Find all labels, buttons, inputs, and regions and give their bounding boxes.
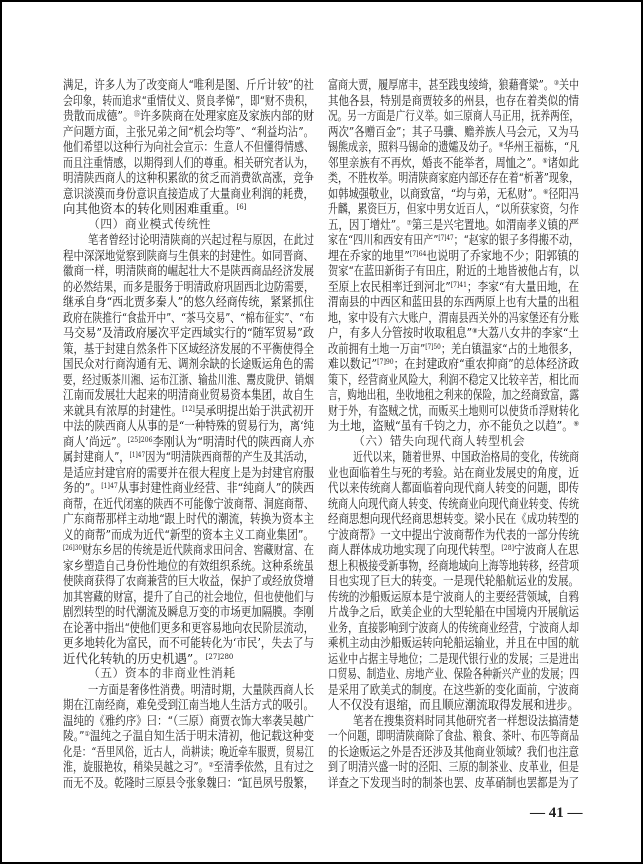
text-line — [63, 93, 314, 109]
line-text: 更多地转化为富民，而不可能转化为‘市民’，失去了与 — [63, 635, 314, 650]
text-line — [328, 573, 579, 589]
line-text: 目也实现了巨大的转变。一是现代轮船航运业的发展。 — [328, 573, 580, 588]
line-text: 义的商帮”而成为近代“新型的资本主义工商业集团”。 — [63, 526, 314, 542]
text-line — [328, 108, 579, 124]
line-text: 向其他资本的转化则困难重重。[6] — [63, 201, 247, 216]
line-text: 策下，经营商业风险大，利润不稳定又比较辛苦，相比而 — [328, 371, 580, 387]
footnote-marker: [1]47 — [129, 451, 146, 459]
line-text: 财于外，有盗贼之忧，而贩买土地则可以使货币浮财转化 — [328, 402, 580, 418]
line-text: 要，经过贩茶川湘、运布江浙、输盐川淮、鬻皮陇伊、销烟 — [63, 371, 314, 387]
text-line — [328, 651, 579, 667]
line-text: 一方面是奢侈性消费。明清时期，大量陕西商人长 — [88, 681, 315, 697]
text-line — [63, 511, 314, 527]
line-text: 化是：“吾里风俗，近古人，尚耕读；晚近牵车服贾，贸易江 — [63, 743, 315, 759]
footnote-marker: [25]206 — [127, 435, 153, 444]
footnote-marker: [12] — [182, 404, 195, 413]
footnote-marker: [27]280 — [205, 652, 234, 661]
text-line — [63, 77, 314, 93]
footnote-marker: ⑤ — [542, 156, 548, 165]
footnote-marker: [28] — [501, 544, 514, 552]
text-line — [328, 620, 579, 636]
text-line — [328, 744, 579, 760]
text-line — [63, 139, 314, 155]
text-line — [63, 496, 314, 512]
text-line — [328, 93, 579, 109]
line-text: 业也面临着生与死的考验。站在商业发展史的角度，近 — [328, 464, 580, 480]
text-line — [63, 263, 314, 279]
line-text: 马交易”及清政府屡次平定西域实行的“随军贸易”政 — [63, 325, 314, 340]
line-text: 商人群体成功地实现了向现代转型。[28]宁波商人在思 — [328, 542, 580, 557]
line-text: （五）资本的非商业性消耗 — [88, 666, 236, 680]
text-line — [328, 449, 579, 465]
text-line — [328, 341, 579, 357]
footnote-marker: ⑧ — [472, 327, 478, 335]
line-text: 明清陕西商人的这种积累欲的贫乏而消费欲高涨，竞争 — [63, 170, 315, 185]
line-text: 口贸易、制造业、房地产业、保险各种新兴产业的发展；四 — [328, 666, 579, 681]
line-text: 商人’尚远”。$^{[25]206}$李刚认为“明清时代的陕西商人亦 — [63, 433, 314, 449]
section-heading — [63, 217, 314, 233]
text-line — [328, 465, 579, 481]
line-text: 言，购地出租，坐收地租之利来的保险，加之经商致富，露 — [328, 387, 579, 402]
text-line — [328, 186, 579, 202]
line-text: 五，因丁增灶”。⑦第三是兴宅置地。如渭南孝义镇的严 — [328, 216, 580, 232]
text-line — [328, 232, 579, 248]
line-text: 贺家“在蓝田新街子有田庄，附近的土地皆被他占有，以 — [328, 263, 579, 278]
line-text: 务的”。$^{[1]47}$从事封建性商业经营、非“纯商人”的陕西 — [63, 480, 315, 495]
line-text: 片战争之后，欧美企业的大型轮船在中国境内开展航运 — [328, 604, 580, 619]
text-line — [328, 263, 579, 279]
line-text: （四）商业模式传统性 — [88, 216, 211, 231]
page-number: — 41 — — [530, 805, 583, 821]
text-line — [63, 341, 314, 357]
text-line — [328, 279, 579, 295]
text-line — [63, 434, 314, 450]
line-text: 是采用了欧美式的制度。在这些新的变化面前，宁波商 — [328, 681, 580, 697]
footnote-marker: [7]64 — [409, 249, 427, 258]
line-text: 会印象，转而追求“重情仗义、贤良孝悌”，即“财不贵积， — [63, 92, 314, 108]
text-line — [63, 775, 314, 791]
footnote-marker: [26]30 — [63, 544, 82, 552]
footnote-marker: [7]90 — [377, 358, 394, 366]
footnote-marker: ⑮ — [133, 110, 140, 118]
text-line — [328, 248, 579, 264]
line-text: 乘机主动由沙船贩运转向轮船运输业，并且在中国的航 — [328, 635, 580, 650]
line-text: 至原上农民相率迁到河北”$^{[7]41}$；李家“有大量田地，在 — [328, 278, 579, 294]
line-text: 他们希望以这种行为向社会宣示：生意人不但懂得情感、 — [63, 139, 315, 154]
text-line — [328, 558, 579, 574]
text-line — [328, 124, 579, 140]
line-text: 家乡塑造自己身份性地位的有效组织系统。这种系统虽 — [63, 557, 315, 573]
text-line — [328, 666, 579, 682]
left-column — [63, 77, 314, 790]
text-line — [328, 139, 579, 155]
line-text: 加其窖藏的财富，提升了自己的社会地位，但也使他们与 — [63, 588, 315, 604]
line-text: 埋在乔家的地里”$^{[7]64}$也说明了乔家地不少；阳郭镇的 — [328, 247, 579, 263]
text-line — [63, 604, 314, 620]
line-text: 代以来传统商人都面临着向现代商人转变的问题，即传 — [328, 480, 580, 495]
line-text: 满足，许多人为了改变商人“唯利是图、斤斤计较”的社 — [63, 77, 315, 92]
text-line — [63, 387, 314, 403]
line-text: 是适应封建官府的需要并在很大程度上是为封建官府服 — [63, 464, 315, 480]
line-text: 使陕商获得了农商兼营的巨大收益，保护了或经放贷增 — [63, 573, 315, 588]
line-text: 运业中占据主导地位；二是现代银行业的发展；三是进出 — [328, 650, 580, 666]
line-text: 笔者在搜集资料时同其他研究者一样想设法搞清楚 — [353, 712, 580, 728]
line-text: 而且注重情感，以期得到人们的尊重。相关研究者认为， — [63, 154, 315, 170]
footnote-marker: [6] — [236, 203, 247, 211]
footnote-marker: ④ — [498, 141, 504, 149]
line-text: 两次”各赠百金”；其子马骥、赡养族人马会元，又为马 — [328, 123, 580, 139]
text-line — [63, 480, 314, 496]
text-line — [328, 403, 579, 419]
text-line — [63, 620, 314, 636]
line-text: 改前拥有土地一万亩”$^{[7]50}$；羌白镇温家“占的土地很多， — [328, 340, 580, 356]
text-line — [328, 635, 579, 651]
line-text: 详查之下发现当时的制茶也罢、皮革硝制也罢都是为了 — [328, 774, 580, 790]
text-line — [63, 418, 314, 434]
text-line — [63, 248, 314, 264]
text-line — [328, 170, 579, 186]
line-text: $^{[26]30}$财东乡居的传统是近代陕商求田问舍、窖藏财富、在 — [63, 542, 314, 557]
text-line — [63, 573, 314, 589]
line-text: 业务，直接影响到宁波商人的传统商业经营，宁波商人却 — [328, 619, 580, 635]
line-text: 淮，旋服艳妆，稍染吴越之习”。②至清季依然，且有过之 — [63, 759, 315, 774]
line-text: 期在江南经商，难免受到江南当地人生活方式的吸引。 — [63, 697, 315, 712]
footnote-marker: ⑨ — [573, 420, 579, 428]
line-text: 陵。”①温纯之子温自知生活于明末清初，他记载这种变 — [63, 728, 314, 743]
section-heading — [328, 434, 579, 450]
line-text: 国民众对行商沟通有无、调剂余缺的长途贩运角色的需 — [63, 356, 315, 371]
line-text: 如韩城强敬业，以商致富，“均与弟，无私财”。⑥径阳冯 — [328, 185, 579, 201]
line-text: 继承自身“西北贾多秦人”的悠久经商传统，紧紧抓住 — [63, 294, 315, 309]
text-line — [328, 372, 579, 388]
line-text: 传统的沙船贩运原本是宁波商人的主要经营领域，自鸦 — [328, 588, 580, 604]
text-line — [328, 542, 579, 558]
text-line — [328, 728, 579, 744]
line-text: 升麟，累资巨万，但家中男女近百人，“以所获家资，匀作 — [328, 201, 579, 216]
line-text: 人不仅没有退缩，而且顺应潮流取得发展和进步。 — [328, 697, 580, 712]
line-text: 家在“四川和西安有田产”$^{[7]47}$；“赵家的银子多得搬不动， — [328, 232, 579, 247]
line-text: 中法的陕西商人从事的是“一种特殊的贸易行为，离‘纯 — [63, 418, 315, 433]
text-line — [63, 465, 314, 481]
line-text: 类，不胜枚举。明清陕商家庭内部还存在着“析著”现象， — [328, 170, 580, 185]
text-line — [63, 201, 314, 217]
line-text: （六）错失向现代商人转型机会 — [353, 433, 526, 448]
text-line — [328, 511, 579, 527]
line-text: 到了明清兴盛一时的泾阳、三原的制茶业、皮革业，但是 — [328, 759, 580, 774]
text-line — [63, 744, 314, 760]
line-text: 剧烈转型的时代潮流及瞬息万变的市场更加隔膜。李刚 — [63, 604, 315, 619]
footnote-marker: ⑥ — [543, 187, 549, 196]
text-line — [63, 651, 314, 667]
line-text: 在论著中指出“使他们更多和更容易地向农民阶层流动， — [63, 619, 314, 635]
line-text: 其他各县，特别是商贾较多的州县，也存在着类似的情 — [328, 92, 580, 108]
line-text: 徽商一样，明清陕商的崛起壮大不是陕西商品经济发展 — [63, 263, 315, 278]
line-text: 广东商帮那样主动地“跟上时代的潮流，转换为资本主 — [63, 511, 315, 526]
line-text: 宁波商帮》一文中提出宁波商帮作为代表的一部分传统 — [328, 526, 580, 542]
text-line — [328, 418, 579, 434]
line-text: 策，基于封建自然条件下区域经济发展的不平衡使得全 — [63, 340, 315, 356]
line-text: 温纯的《雅约序》曰：“（三原）商贾衣饰大率袭吴越广 — [63, 712, 315, 728]
text-line — [328, 589, 579, 605]
text-line — [63, 356, 314, 372]
line-text: 经商思想向现代经商思想转变。梁小民在《成功转型的 — [328, 511, 580, 526]
text-line — [328, 356, 579, 372]
text-line — [328, 604, 579, 620]
line-text: 富商大贾，履厚席丰，甚至践曳绫绮，狼藉膏粱”。③关中 — [328, 77, 580, 92]
text-line — [63, 170, 314, 186]
text-line — [328, 682, 579, 698]
line-text: 笔者曾经讨论明清陕商的兴起过程与原因，在此过 — [88, 232, 315, 247]
footnote-marker: [7]50 — [425, 342, 441, 351]
text-line — [63, 759, 314, 775]
line-text: 意识淡漠而身份意识直接造成了大量商业利润的耗费， — [63, 185, 315, 201]
text-line — [328, 155, 579, 171]
text-line — [63, 558, 314, 574]
line-text: 政府在陕推行“食盐开中”、“茶马交易”、“棉布征实”、“布 — [63, 309, 315, 325]
line-text: 的长途贩运之外是否还涉及其他商业领域？我们也注意 — [328, 743, 580, 759]
text-line — [328, 201, 579, 217]
line-text: 难以数记”$^{[7]90}$；在封建政府“重农抑商”的总体经济政 — [328, 356, 580, 371]
text-line — [63, 325, 314, 341]
text-line — [328, 697, 579, 713]
footnote-marker: [7]47 — [438, 234, 454, 242]
line-text: 为土地，盗贼“虽有千钧之力，亦不能负之以趋”。⑨ — [328, 418, 579, 433]
line-text: 邻里亲族有不再炊，婚丧不能举者，周恤之”。⑤诸如此 — [328, 154, 580, 170]
text-line — [63, 279, 314, 295]
footnote-marker: ③ — [553, 79, 559, 87]
text-line — [63, 186, 314, 202]
line-text: 属封建商人”，$^{[1]47}$因为“明清陕西商帮的产生及其活动， — [63, 449, 315, 464]
text-line — [328, 775, 579, 791]
text-line — [63, 124, 314, 140]
text-line — [63, 697, 314, 713]
text-line — [63, 728, 314, 744]
footnote-marker: ② — [208, 761, 214, 769]
line-text: 商帮，在近代闭塞的陕西不可能像宁波商帮、洞庭商帮、 — [63, 495, 315, 511]
line-text: 统商人向现代商人转变、传统商业向现代商业转变、传统 — [328, 495, 580, 511]
text-line — [328, 759, 579, 775]
text-line — [63, 527, 314, 543]
section-heading — [63, 666, 314, 682]
line-text: 来就具有浓厚的封建性。[12]吴承明提出始于洪武初开 — [63, 402, 315, 418]
line-text: 贵散而成德”。⑮许多陕商在处理家庭及家族内部的财 — [63, 108, 314, 123]
footnote-marker: ① — [84, 730, 90, 738]
line-text: 一个问题，即明清陕商除了食盐、粮食、茶叶、布匹等商品 — [328, 728, 579, 743]
text-line — [328, 325, 579, 341]
line-text: 地，家中设有六大账户，渭南县西关外的冯家堡还有分账 — [328, 309, 580, 325]
text-line — [63, 542, 314, 558]
line-text: 户，有多人分管按时收取租息”⑧大荔八女井的李家“土 — [328, 325, 580, 340]
line-text: 江南而发展壮大起来的明清商业贸易资本集团，故自生 — [63, 387, 315, 402]
text-line — [328, 480, 579, 496]
line-text: 近代以来，随着世界、中国政治格局的变化，传统商 — [353, 449, 579, 464]
line-text: 程中深深地觉察到陕商与生俱来的封建性。如同晋商、 — [63, 247, 315, 263]
line-text: 而无不及。乾隆时三原县令张象魏曰：“缸邑夙号殷繁， — [63, 774, 314, 790]
text-line — [63, 108, 314, 124]
text-line — [63, 294, 314, 310]
text-line — [328, 217, 579, 233]
footnote-marker: ⑦ — [406, 218, 412, 227]
text-line — [63, 403, 314, 419]
text-line — [63, 372, 314, 388]
right-column — [328, 77, 579, 790]
line-text: 想上积极接受新事物，经商地域向上海等地转移，经营项 — [328, 557, 580, 573]
line-text: 锡熊成亲，照料马锡命的遗孀及幼子。④华州王福栋，“凡 — [328, 139, 580, 154]
text-line — [63, 310, 314, 326]
text-line — [328, 387, 579, 403]
line-text: 况。另一方面是广行义举。如三原商人马正用，抚养两侄， — [328, 108, 579, 123]
text-line — [63, 713, 314, 729]
text-line — [328, 310, 579, 326]
text-line — [63, 635, 314, 651]
footnote-marker: [7]41 — [450, 280, 467, 289]
line-text: 渭南县的中西区和蓝田县的东西两原上也有大量的出租 — [328, 294, 580, 309]
line-text: 的必然结果，而多是服务于明清政府巩固西北边防需要， — [63, 278, 315, 294]
text-line — [328, 496, 579, 512]
text-line — [63, 449, 314, 465]
text-line — [63, 682, 314, 698]
text-line — [63, 232, 314, 248]
line-text: 产问题方面，主张兄弟之间“机会均等”、“利益均沾”。 — [63, 123, 315, 139]
text-line — [328, 77, 579, 93]
footnote-marker: [1]47 — [101, 482, 118, 490]
text-line — [63, 155, 314, 171]
text-line — [328, 713, 579, 729]
text-line — [328, 294, 579, 310]
line-text: 近代化转轨的历史机遇”。$^{[27]280}$ — [63, 650, 234, 666]
text-line — [328, 527, 579, 543]
text-line — [63, 589, 314, 605]
